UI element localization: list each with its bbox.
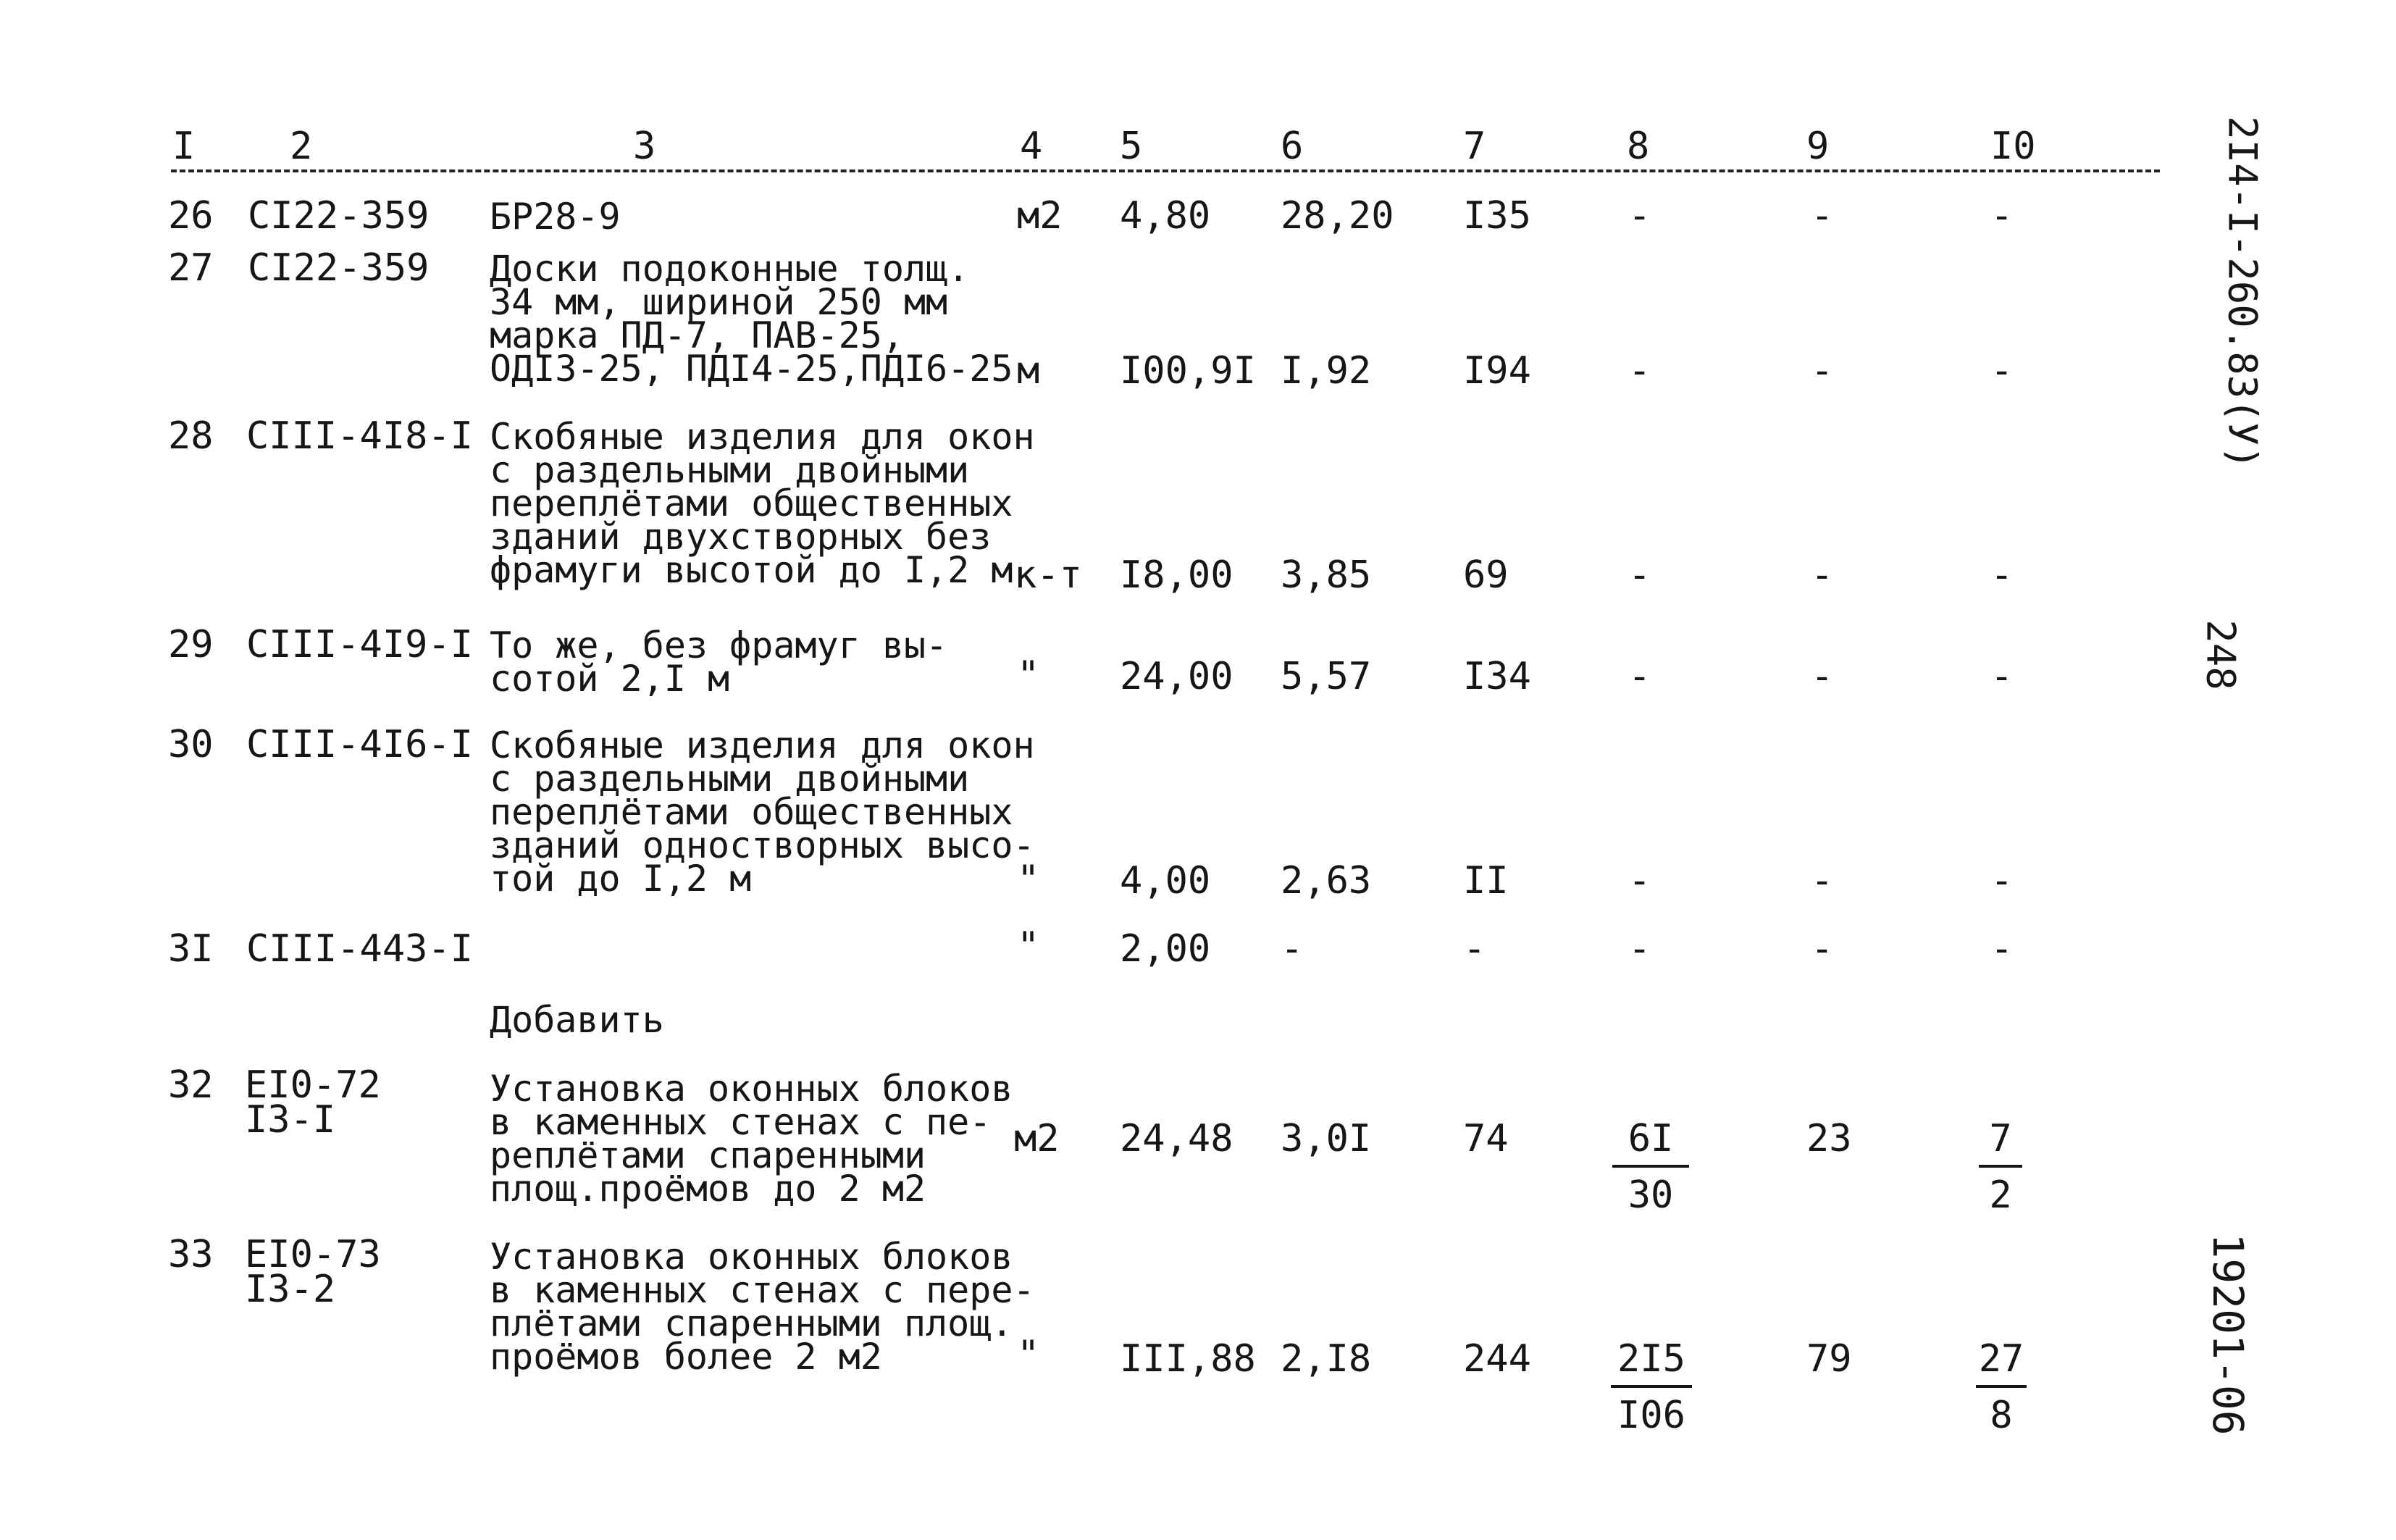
- row-col9: -: [1811, 927, 1834, 971]
- column-header-10: I0: [1990, 125, 2036, 168]
- row-col7: 74: [1463, 1117, 1509, 1160]
- archive-number: 19201-06: [2203, 1233, 2253, 1436]
- row-unit: ": [1017, 653, 1040, 697]
- row-col8-fraction: [1612, 1117, 1689, 1217]
- row-col7: -: [1463, 927, 1486, 971]
- row-col6: 2,63: [1281, 859, 1372, 903]
- row-col9: -: [1811, 349, 1834, 393]
- row-col7: I34: [1463, 655, 1531, 698]
- column-header-9: 9: [1806, 125, 1830, 168]
- row-col10: -: [1990, 194, 2014, 238]
- row-unit: ": [1017, 1333, 1040, 1376]
- row-unit: м: [1017, 349, 1040, 393]
- row-col7: 244: [1463, 1337, 1531, 1381]
- row-col10: -: [1990, 349, 2014, 393]
- row-col7: I94: [1463, 349, 1531, 393]
- row-col8: -: [1628, 927, 1651, 971]
- row-description: Установка оконных блоков в каменных стенах с пере- плётами спаренными площ. проёмов более 2 м2: [490, 1236, 1035, 1378]
- column-header-1: I: [172, 125, 196, 168]
- row-code: CI22-359: [248, 194, 430, 238]
- row-code: CIII-4I9-I: [246, 623, 474, 666]
- row-col7: 69: [1463, 553, 1509, 597]
- row-col10-fraction: [1976, 1337, 2027, 1437]
- row-col5: III,88: [1120, 1337, 1256, 1381]
- row-unit: ": [1017, 858, 1040, 901]
- row-unit: м2: [1017, 194, 1063, 238]
- row-number: 33: [168, 1233, 214, 1276]
- page-number: 248: [2198, 619, 2244, 690]
- row-number: 27: [168, 246, 214, 290]
- fraction-denominator: I06: [1617, 1394, 1685, 1437]
- row-col8: -: [1628, 859, 1651, 903]
- row-col8: -: [1628, 655, 1651, 698]
- section-title: Добавить: [490, 999, 664, 1041]
- row-col6: 3,85: [1281, 553, 1372, 597]
- document-code: 2I4-I-260.83(У): [2219, 116, 2266, 469]
- column-header-8: 8: [1627, 125, 1650, 168]
- row-col9: -: [1811, 194, 1834, 238]
- row-number: 30: [168, 723, 214, 766]
- column-header-7: 7: [1463, 125, 1486, 168]
- row-description: Доски подоконные толщ. 34 мм, шириной 250 мм марка ПД-7, ПАВ-25, ОДI3-25, ПДI4-25,ПДI6-25: [490, 248, 1013, 390]
- row-col8-fraction: [1611, 1337, 1692, 1437]
- row-col6: 3,0I: [1281, 1117, 1372, 1160]
- row-col5: 4,80: [1120, 194, 1211, 238]
- row-code: EI0-72 I3-I: [245, 1063, 381, 1142]
- row-col6: I,92: [1281, 349, 1372, 393]
- row-col5: 4,00: [1120, 859, 1211, 903]
- row-col6: 2,I8: [1281, 1337, 1372, 1381]
- row-number: 32: [168, 1063, 214, 1107]
- row-number: 26: [168, 194, 214, 238]
- row-unit: м2: [1014, 1117, 1060, 1160]
- row-description: Установка оконных блоков в каменных стенах с пе- реплётами спаренными площ.проёмов до 2 м2: [490, 1068, 1013, 1210]
- row-col6: -: [1281, 927, 1304, 971]
- row-col10: -: [1990, 655, 2014, 698]
- fraction-numerator: 7: [1979, 1121, 2022, 1168]
- row-col10: -: [1990, 927, 2014, 971]
- fraction-denominator: 2: [1989, 1173, 2012, 1217]
- column-header-3: 3: [633, 125, 656, 168]
- row-code: CI22-359: [248, 246, 430, 290]
- row-col5: 2,00: [1120, 927, 1211, 971]
- row-col9: -: [1811, 655, 1834, 698]
- row-number: 3I: [168, 927, 214, 971]
- row-code: CIII-4I6-I: [246, 723, 474, 766]
- row-code: EI0-73 I3-2: [245, 1233, 381, 1311]
- row-unit: к-т: [1014, 553, 1082, 597]
- row-col10-fraction: [1979, 1117, 2022, 1217]
- row-col8: -: [1628, 349, 1651, 393]
- fraction-numerator: 2I5: [1611, 1342, 1692, 1388]
- row-col5: I00,9I: [1120, 349, 1256, 393]
- row-code: CIII-443-I: [246, 927, 474, 971]
- row-col7: I35: [1463, 194, 1531, 238]
- row-col10: -: [1990, 553, 2014, 597]
- column-header-6: 6: [1281, 125, 1304, 168]
- row-description: Скобяные изделия для окон с раздельными двойными переплётами общественных зданий одностворных высо- той до I,2 м: [490, 724, 1035, 900]
- row-col8: -: [1628, 553, 1651, 597]
- row-col5: 24,48: [1120, 1117, 1233, 1160]
- row-col9: -: [1811, 553, 1834, 597]
- row-col10: -: [1990, 859, 2014, 903]
- fraction-numerator: 27: [1976, 1342, 2027, 1388]
- row-col5: 24,00: [1120, 655, 1233, 698]
- row-col8: -: [1628, 194, 1651, 238]
- row-col9: 79: [1806, 1337, 1852, 1381]
- column-header-4: 4: [1020, 125, 1043, 168]
- row-unit: ": [1017, 924, 1040, 968]
- column-header-5: 5: [1120, 125, 1143, 168]
- row-description: БР28-9: [490, 196, 621, 238]
- row-code: CIII-4I8-I: [246, 414, 474, 458]
- row-description: То же, без фрамуг вы- сотой 2,I м: [490, 624, 948, 700]
- row-col5: I8,00: [1120, 553, 1233, 597]
- row-col6: 28,20: [1281, 194, 1394, 238]
- row-description: Скобяные изделия для окон с раздельными двойными переплётами общественных зданий двухстворных без фрамуги высотой до I,2 м: [490, 416, 1035, 591]
- row-col6: 5,57: [1281, 655, 1372, 698]
- row-col7: II: [1463, 859, 1509, 903]
- row-number: 28: [168, 414, 214, 458]
- row-col9: 23: [1806, 1117, 1852, 1160]
- header-divider: [171, 170, 2160, 172]
- fraction-denominator: 30: [1628, 1173, 1674, 1217]
- row-col9: -: [1811, 859, 1834, 903]
- column-header-2: 2: [290, 125, 313, 168]
- fraction-denominator: 8: [1990, 1394, 2013, 1437]
- row-number: 29: [168, 623, 214, 666]
- fraction-numerator: 6I: [1612, 1121, 1689, 1168]
